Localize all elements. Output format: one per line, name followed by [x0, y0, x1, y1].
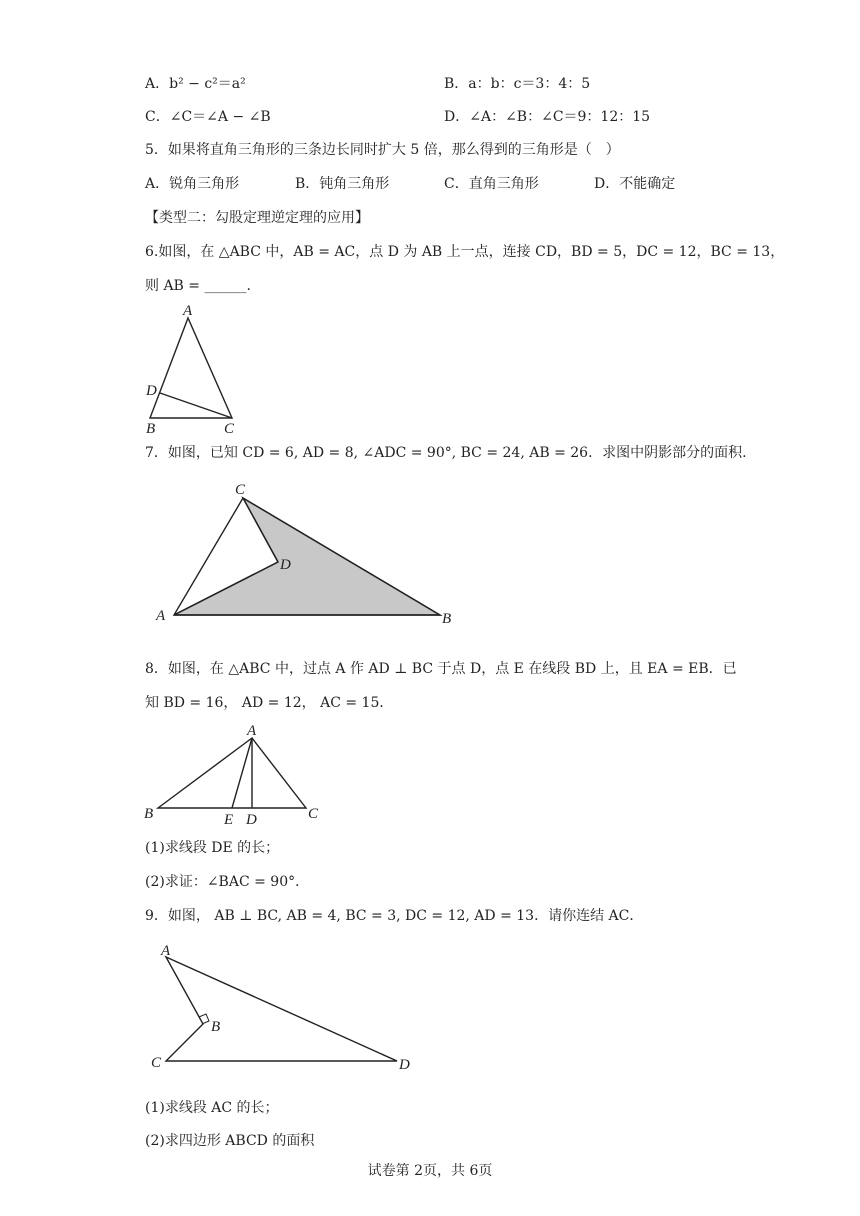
- q5-option-b: B．钝角三角形: [295, 176, 390, 192]
- q9-quadrilateral: [166, 957, 397, 1061]
- q8-label-c: C: [308, 806, 319, 822]
- q6-figure: [140, 300, 280, 436]
- q8-figure: [140, 720, 330, 830]
- q6-label-d: D: [146, 383, 157, 399]
- q9-label-b: B: [211, 1019, 221, 1035]
- q7-figure: [150, 478, 460, 628]
- q8-stem-line2: 知 BD = 16， AD = 12， AC = 15．: [145, 695, 394, 711]
- q8-label-e: E: [224, 812, 234, 828]
- q8-stem-line1: 8．如图，在 △ABC 中，过点 A 作 AD ⊥ BC 于点 D，点 E 在线段 BD 上，且 EA = EB．已: [145, 661, 737, 677]
- q6-triangle: [150, 318, 232, 418]
- q9-label-c: C: [151, 1055, 162, 1071]
- q6-label-a: A: [183, 303, 193, 319]
- q5-option-c: C．直角三角形: [444, 176, 539, 192]
- q5-stem: 5．如果将直角三角形的三条边长同时扩大 5 倍，那么得到的三角形是（ ）: [145, 142, 620, 158]
- q7-label-c: C: [235, 482, 246, 498]
- q4-option-c: C．∠C＝∠A − ∠B: [145, 109, 271, 125]
- q7-stem: 7．如图，已知 CD = 6, AD = 8, ∠ADC = 90°, BC = 24, AB = 26．求图中阴影部分的面积.: [145, 445, 747, 461]
- q6-label-b: B: [146, 421, 156, 436]
- q6-stem-line1: 6.如图，在 △ABC 中，AB = AC，点 D 为 AB 上一点，连接 CD，BD = 5，DC = 12，BC = 13，: [145, 244, 785, 260]
- q6-label-c: C: [224, 421, 235, 436]
- q8-segment-ae: [232, 738, 252, 808]
- q8-label-d: D: [246, 812, 257, 828]
- q4-option-d: D．∠A：∠B：∠C＝9：12：15: [444, 109, 651, 125]
- q4-option-a: A．b² − c²＝a²: [145, 76, 246, 92]
- q8-triangle: [158, 738, 306, 808]
- q9-subquestion-1: (1)求线段 AC 的长；: [145, 1100, 279, 1116]
- q8-subquestion-1: (1)求线段 DE 的长；: [145, 840, 280, 856]
- q9-label-a: A: [161, 943, 171, 959]
- q8-label-a: A: [247, 723, 257, 739]
- section-title: 【类型二：勾股定理逆定理的应用】: [145, 210, 369, 226]
- q9-label-d: D: [399, 1057, 410, 1073]
- q7-label-b: B: [442, 611, 452, 627]
- q9-figure: [145, 940, 425, 1075]
- q6-segment-dc: [160, 393, 232, 418]
- page-footer: 试卷第 2页，共 6页: [367, 1163, 493, 1179]
- q4-option-b: B．a：b：c＝3：4：5: [444, 76, 591, 92]
- q9-stem: 9．如图， AB ⊥ BC, AB = 4, BC = 3, DC = 12, AD = 13．请你连结 AC．: [145, 908, 644, 924]
- q7-label-d: D: [280, 557, 291, 573]
- q8-label-b: B: [144, 806, 154, 822]
- q9-subquestion-2: (2)求四边形 ABCD 的面积: [145, 1133, 315, 1149]
- q6-stem-line2: 则 AB = ______.: [145, 278, 251, 294]
- q8-subquestion-2: (2)求证：∠BAC = 90°．: [145, 874, 310, 890]
- q5-option-d: D．不能确定: [594, 176, 676, 192]
- q5-option-a: A．锐角三角形: [145, 176, 240, 192]
- q7-shaded-region: [174, 498, 440, 615]
- q7-label-a: A: [156, 608, 166, 624]
